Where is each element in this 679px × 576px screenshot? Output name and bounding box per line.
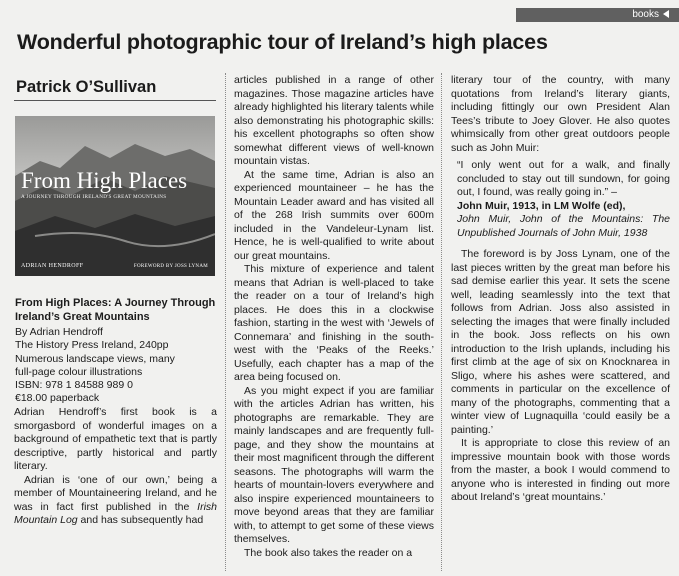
article-column-3 bbox=[451, 74, 670, 505]
book-cover-image bbox=[15, 116, 215, 276]
paragraph: literary tour of the country, with many quotations from Ireland’s literary giants, including fittingly our own President Alan Tees’s tribute to Joey Glover. He also quotes whimsically from other great outdoors people such as John Muir: bbox=[451, 74, 670, 154]
paragraph: The foreword is by Joss Lynam, one of the last pieces written by the great man before his sad demise earlier this year. It sets the scene well, leading seamlessly into the text that follows from Adrian. Joss also assisted in selecting the images that were finally included in the book. Joss reflects on his own introduction to the Irish uplands, including his first climb at the age of six on Knocknarea in Sligo, where his ashes were scattered, and comments in particular on the excellence of many of the photographs, commenting that a winter view of Lugnaquilla ‘could easily be a painting.’ bbox=[451, 248, 670, 436]
paragraph: The book also takes the reader on a bbox=[244, 546, 413, 559]
triangle-left-icon bbox=[663, 10, 669, 18]
quote-text: “I only went out for a walk, and finally concluded to stay out till sundown, for going out, I found, was really going in.” – bbox=[457, 159, 670, 198]
paragraph: As you might expect if you are familiar with the articles Adrian has written, his photographs are remarkable. They are mainly landscapes and are frequently full-page, and they show the mountains at their most magnificent through the different seasons. The photographs will warm the hearts of mountain-lovers everywhere and also inspire experienced mountaineers to move beyond areas that they are familiar with, to attempt to get some of these views themselves. bbox=[234, 384, 434, 545]
cover-author: ADRIAN HENDROFF bbox=[21, 263, 84, 269]
cover-foreword: FOREWORD BY JOSS LYNAM bbox=[133, 264, 208, 269]
paragraph: articles published in a range of other magazines. Those magazine articles have already highlighted his literary talents while also demonstrating his photographic skills: his excellent photographs so often show somewhat different views of well-known mountain vistas. bbox=[234, 74, 434, 167]
quote-source: John Muir, John of the Mountains: The Unpublished Journals of John Muir, 1938 bbox=[457, 213, 670, 239]
paragraph: Adrian Hendroff’s first book is a smorgasbord of wonderful images on a background of empathetic text that is partly descriptive, partly historical and partly literary. bbox=[14, 406, 217, 472]
book-details bbox=[15, 326, 175, 406]
paragraph: This mixture of experience and talent means that Adrian is well-placed to take the reader on a tour of Ireland’s high places. He does this in a clockwise fashion, starting in the west with ‘Jewels of Connemara’ and finishing in the south-west with the ‘Peaks of the Reeks.’ Usefully, each chapter has a map of the area being focused on. bbox=[234, 263, 434, 383]
column-divider-2 bbox=[441, 73, 442, 571]
section-tab-books[interactable] bbox=[516, 8, 679, 22]
author-byline: Patrick O’Sullivan bbox=[16, 78, 157, 96]
book-author: By Adrian Hendroff bbox=[15, 326, 103, 338]
book-title: From High Places: A Journey Through Ireland’s Great Mountains bbox=[15, 297, 216, 323]
pull-quote bbox=[451, 159, 670, 240]
book-illustrations-line-2: full-page colour illustrations bbox=[15, 365, 143, 378]
paragraph: At the same time, Adrian is also an experienced mountaineer – he has the Mountain Leader award and has visited all of the 268 Irish summits over 600m included in the Vandeleur-Lynam list. Hence, he is well-qualified to write about our great mountains. bbox=[234, 168, 434, 262]
cover-subtitle: A JOURNEY THROUGH IRELAND'S GREAT MOUNTAINS bbox=[21, 194, 167, 200]
article-headline: Wonderful photographic tour of Ireland’s high places bbox=[17, 30, 548, 54]
section-tab-label: books bbox=[632, 9, 659, 20]
cover-title: From High Places bbox=[21, 168, 188, 193]
article-column-1 bbox=[14, 406, 217, 528]
quote-attribution: John Muir, 1913, in LM Wolfe (ed), bbox=[457, 199, 626, 212]
article-column-2 bbox=[234, 74, 434, 560]
paragraph: Adrian is ‘one of our own,’ being a member of Mountaineering Ireland, and he was in fact first published in the Irish Mountain Log and has subsequently had bbox=[14, 473, 217, 526]
book-illustrations-line-1: Numerous landscape views, many bbox=[15, 352, 175, 365]
book-price: €18.00 paperback bbox=[15, 392, 100, 405]
book-publisher: The History Press Ireland, 240pp bbox=[15, 339, 169, 352]
byline-rule bbox=[14, 100, 216, 101]
book-isbn: ISBN: 978 1 84588 989 0 bbox=[15, 379, 133, 392]
paragraph: It is appropriate to close this review of an impressive mountain book with those words from the master, a book I would commend to anyone who is interested in finding out more about Ireland’s ‘great mountains.’ bbox=[451, 437, 670, 503]
column-divider-1 bbox=[225, 73, 226, 571]
